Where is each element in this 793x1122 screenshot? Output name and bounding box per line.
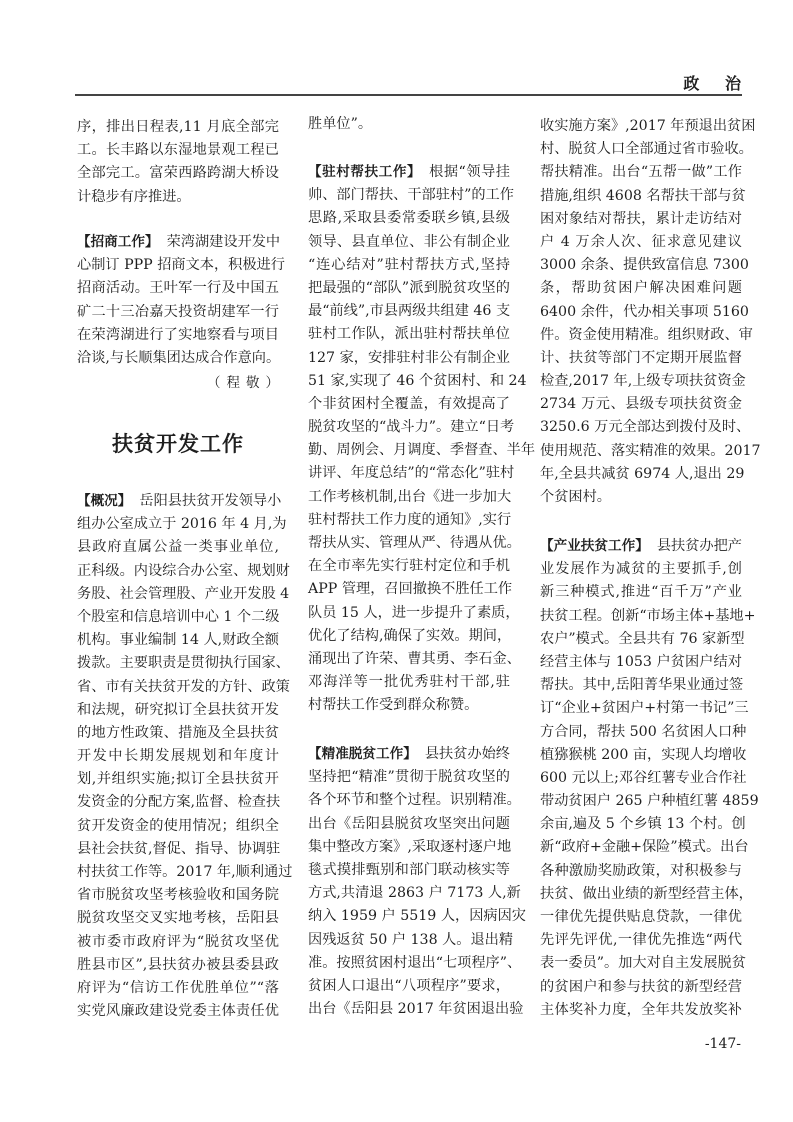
line-text: 和法规，研究拟订全县扶贫开发	[77, 701, 279, 718]
line-text: 先评先评优,一律优先推选“两代	[540, 932, 742, 949]
text-line	[308, 905, 526, 928]
paragraph	[77, 490, 293, 1023]
line-text: 实党风廉政建设党委主体责任优	[77, 1003, 279, 1020]
line-text: 脱贫攻坚的“战斗力”。建立“日考	[308, 419, 515, 436]
text-line	[77, 722, 279, 745]
text-line	[540, 416, 751, 439]
text-line	[308, 952, 522, 975]
line-text: 新“政府+金融+保险”模式。出台	[540, 839, 749, 856]
line-text: 主体奖补力度，全年共发放奖补	[540, 1001, 742, 1018]
text-line	[540, 929, 742, 952]
line-text: 余亩,遍及 5 个乡镇 13 个村。创	[540, 816, 746, 833]
line-text: 订“企业+贫困户+村第一书记”三	[540, 700, 749, 717]
line-text: 因残返贫 50 户 138 人。退出精	[308, 931, 514, 948]
text-line	[540, 208, 742, 231]
text-line	[540, 277, 742, 300]
line-text: 帅、部门帮扶、干部驻村”的工作	[308, 187, 514, 204]
line-text: 工。长丰路以东湿地景观工程已	[77, 142, 279, 159]
line-text: 3000 余条、提供致富信息 7300	[540, 257, 749, 274]
text-line	[308, 578, 513, 601]
text-line	[540, 161, 742, 184]
line-text: 涌现出了许荣、曹其勇、李石金、	[308, 650, 521, 667]
line-text: 坚持把“精准”贯彻于脱贫攻坚的	[308, 769, 510, 786]
line-text: 帮扶从实、管理从严、待遇从优。	[308, 535, 521, 551]
line-text: 洽谈,与长顺集团达成合作意向。	[77, 349, 281, 366]
text-line	[77, 560, 290, 583]
text-line	[77, 815, 279, 838]
text-line	[77, 139, 279, 162]
line-text: 划,并组织实施;拟订全县扶贫开	[77, 771, 279, 788]
line-text: 植猕猴桃 200 亩，实现人均增收	[540, 746, 747, 763]
line-text: 县政府直属公益一类事业单位,	[77, 539, 279, 556]
page-number: -147-	[704, 1036, 741, 1052]
line-text: 准。按照贫困村退出“七项程序”、	[308, 954, 522, 971]
line-text: 贫开发资金的使用情况；组织全	[77, 817, 279, 834]
text-line	[540, 999, 742, 1022]
line-text: 领导、县直单位、非公有制企业	[308, 233, 510, 250]
line-text: 纳入 1959 户 5519 人，因病因灾	[308, 908, 526, 925]
text-line	[77, 907, 279, 930]
text-line	[77, 745, 279, 768]
line-text: 业发展作为减贫的主要抓手,创	[540, 561, 742, 578]
text-line	[308, 766, 510, 789]
text-line	[308, 625, 510, 648]
text-line	[308, 532, 521, 555]
text-line	[540, 393, 742, 416]
line-text: 600 元以上;邓谷红薯专业合作社	[540, 769, 747, 786]
text-line	[77, 606, 279, 629]
text-line	[77, 931, 279, 954]
text-line	[540, 883, 753, 906]
line-text: 矿二十三冶嘉天投资胡建军一行	[77, 303, 279, 320]
text-line	[308, 113, 510, 136]
text-line	[77, 301, 279, 324]
line-text: 全部完工。富荣西路跨湖大桥设	[77, 165, 279, 182]
text-line	[308, 555, 510, 578]
line-text: 组办公室成立于 2016 年 4 月,为	[77, 516, 287, 533]
text-line	[77, 699, 279, 722]
line-text: 个贫困村。	[540, 489, 611, 505]
line-text: 集中整改方案》,采取逐村逐户地	[308, 838, 512, 855]
paragraph	[540, 535, 759, 1022]
paragraph	[77, 116, 279, 209]
text-line	[308, 323, 510, 346]
text-line	[77, 791, 279, 814]
text-line	[77, 676, 290, 699]
text-line	[308, 416, 515, 439]
line-text: 机构。事业编制 14 人,财政全额	[77, 632, 279, 649]
line-text: 帮扶精准。出台“五帮一做”工作	[540, 164, 742, 181]
text-line	[308, 882, 521, 905]
line-text: 根据“领导挂	[429, 164, 510, 180]
section-title: 扶贫开发工作	[112, 431, 244, 456]
text-line	[308, 743, 510, 766]
text-line	[540, 721, 747, 744]
text-line	[77, 324, 279, 347]
line-text: 胜单位”。	[308, 116, 373, 132]
line-text: 在荣湾湖进行了实地察看与项目	[77, 326, 279, 343]
line-text: 3250.6 万元全部达到拨付及时、	[540, 419, 751, 436]
paragraph	[77, 231, 285, 370]
line-text: 驻村工作队，派出驻村帮扶单位	[308, 326, 510, 343]
line-text: 个非贫困村全覆盖，有效提高了	[308, 395, 510, 412]
text-line	[308, 277, 510, 300]
line-text: 2734 万元、县级专项扶贫资金	[540, 396, 742, 413]
text-line	[308, 671, 510, 694]
line-text: 心制订 PPP 招商文本，积极进行	[77, 257, 285, 274]
text-line	[540, 744, 747, 767]
text-line	[308, 998, 524, 1021]
text-line	[540, 185, 746, 208]
text-line	[308, 370, 527, 393]
text-line	[77, 536, 279, 559]
text-line	[77, 490, 282, 513]
line-text: 计、扶贫等部门不定期开展监督	[540, 349, 742, 366]
line-text: APP 管理，召回撤换不胜任工作	[308, 581, 513, 598]
line-text: 荣湾湖建设开发中	[166, 234, 281, 250]
text-line	[540, 790, 759, 813]
text-line	[77, 861, 293, 884]
line-text: 收实施方案》,2017 年预退出贫困	[540, 118, 756, 134]
paragraph-heading: 【产业扶贫工作】	[540, 538, 649, 554]
line-text: 府评为“信访工作优胜单位”“落	[77, 979, 279, 996]
line-text: 脱贫攻坚交叉实地考核，岳阳县	[77, 910, 279, 927]
line-text: 表一委员”。加大对自主发展脱贫	[540, 955, 746, 972]
line-text: 户 4 万余人次、征求意见建议	[540, 233, 742, 250]
text-line	[308, 509, 510, 532]
line-text: 县扶贫办始终	[424, 746, 510, 762]
line-text: 讲评、年度总结”的“常态化”驻村	[308, 465, 515, 482]
text-line	[540, 347, 742, 370]
text-line	[77, 162, 279, 185]
line-text: 件。资金使用精准。组织财政、审	[540, 326, 753, 343]
text-line	[308, 184, 514, 207]
paragraph-heading: 【概况】	[77, 493, 132, 509]
text-line	[308, 347, 510, 370]
line-text: 出台《岳阳县脱贫攻坚突出问题	[308, 815, 510, 832]
line-text: 招商活动。王叶军一行及中国五	[77, 280, 279, 297]
line-text: 思路,采取县委常委联乡镇,县级	[308, 210, 510, 227]
text-line	[540, 976, 742, 999]
line-text: 毯式摸排甄别和部门联动核实等	[308, 861, 510, 878]
line-text: 县社会扶贫,督促、指导、协调驻	[77, 840, 281, 857]
line-text: 检查,2017 年,上级专项扶贫资金	[540, 373, 746, 390]
line-text: 51 家,实现了 46 个贫困村、和 24	[308, 372, 527, 389]
paragraph-heading: 【驻村帮扶工作】	[308, 164, 422, 180]
text-line	[77, 254, 285, 277]
line-text: 在全市率先实行驻村定位和手机	[308, 558, 510, 575]
line-text: 正科级。内设综合办公室、规划财	[77, 562, 290, 579]
text-line	[77, 838, 279, 861]
text-line	[540, 254, 749, 277]
text-line	[308, 207, 510, 230]
line-text: 发资金的分配方案,监督、检查扶	[77, 794, 281, 811]
line-text: “连心结对”驻村帮扶方式,坚持	[308, 256, 510, 273]
text-line	[77, 977, 279, 1000]
line-text: 序，排出日程表,11 月底全部完	[77, 119, 279, 135]
line-text: 农户”模式。全县共有 76 家新型	[540, 630, 745, 647]
text-line	[540, 767, 747, 790]
text-line	[308, 462, 515, 485]
line-text: 开发中长期发展规划和年度计	[77, 748, 279, 765]
text-line	[308, 859, 510, 882]
line-text: 方式,共清退 2863 户 7173 人,新	[308, 885, 521, 902]
text-line	[308, 439, 536, 462]
line-text: 县扶贫办把产	[656, 538, 742, 554]
line-text: 127 家，安排驻村非公有制企业	[308, 349, 510, 366]
paragraph-heading: 【精准脱贫工作】	[308, 746, 417, 762]
line-text: 把最强的“部队”派到脱贫攻坚的	[308, 279, 510, 296]
text-line	[77, 629, 279, 652]
text-line	[77, 768, 279, 791]
text-line	[540, 463, 745, 486]
text-line	[77, 652, 290, 675]
line-text: 工作考核机制,出台《进一步加大	[308, 488, 512, 505]
line-text: 困对象结对帮扶，累计走访结对	[540, 210, 742, 227]
text-line	[77, 116, 279, 139]
text-line	[77, 884, 279, 907]
line-text: 年,全县共减贫 6974 人,退出 29	[540, 465, 745, 482]
text-line	[540, 651, 742, 674]
text-line	[308, 813, 510, 836]
line-text: 出台《岳阳县 2017 年贫困退出验	[308, 1001, 524, 1018]
text-line	[77, 347, 279, 370]
text-line	[540, 535, 742, 558]
text-line	[77, 954, 279, 977]
header-rule	[75, 94, 742, 96]
line-text: 务股、社会管理股、产业开发股 4	[77, 585, 290, 602]
text-line	[540, 952, 746, 975]
text-line	[77, 277, 279, 300]
line-text: 新三种模式,推进“百千万”产业	[540, 584, 742, 601]
line-text: 个股室和信息培训中心 1 个二级	[77, 608, 280, 625]
paragraph	[308, 113, 510, 136]
text-line	[308, 161, 510, 184]
line-text: 村、脱贫人口全部通过省市验收。	[540, 141, 753, 158]
paragraph-heading: 【招商工作】	[77, 234, 159, 250]
text-line	[77, 186, 279, 209]
line-text: 6400 余件，代办相关事项 5160	[540, 303, 749, 320]
paragraph	[308, 161, 536, 718]
line-text: 一律优先提供贴息贷款，一律优	[540, 909, 742, 925]
line-text: 方合同，帮扶 500 名贫困人口种	[540, 723, 747, 740]
text-line	[308, 975, 510, 998]
line-text: 扶贫、做出业绩的新型经营主体，	[540, 885, 753, 902]
author-credit: （程敬）	[207, 375, 285, 391]
text-line	[540, 860, 742, 883]
text-line	[77, 1000, 279, 1023]
text-line	[308, 929, 514, 952]
line-text: 扶贫工程。创新“市场主体+基地+	[540, 607, 756, 624]
text-line	[308, 602, 520, 625]
text-line	[540, 440, 761, 463]
text-line	[77, 231, 279, 254]
text-line	[540, 813, 746, 836]
line-text: 优化了结构,确保了实效。期间，	[308, 627, 512, 644]
text-line	[540, 370, 746, 393]
line-text: 经营主体与 1053 户贫困户结对	[540, 653, 742, 670]
text-line	[540, 628, 745, 651]
text-line	[308, 300, 510, 323]
text-line	[540, 486, 742, 509]
line-text: 省市脱贫攻坚考核验收和国务院	[77, 887, 279, 904]
line-text: 省、市有关扶贫开发的方针、政策	[77, 678, 290, 695]
text-line	[308, 231, 510, 254]
text-line	[540, 836, 749, 859]
text-line	[540, 138, 753, 161]
line-text: 帮扶。其中,岳阳菁华果业通过签	[540, 677, 744, 694]
line-text: 队员 15 人，进一步提升了素质，	[308, 604, 520, 621]
text-line	[308, 836, 510, 859]
text-line	[77, 513, 287, 536]
line-text: 措施,组织 4608 名帮扶干部与贫	[540, 187, 746, 204]
paragraph	[308, 743, 526, 1021]
text-line	[540, 115, 756, 138]
text-line	[540, 605, 756, 628]
line-text: 被市委市政府评为“脱贫攻坚优	[77, 933, 279, 950]
paragraph	[540, 115, 761, 509]
text-line	[308, 254, 510, 277]
line-text: 贫困人口退出“八项程序”要求，	[308, 977, 510, 994]
line-text: 的贫困户和参与扶贫的新型经营	[540, 978, 742, 995]
line-text: 驻村帮扶工作力度的通知》,实行	[308, 511, 512, 528]
text-line	[308, 694, 510, 717]
text-line	[540, 301, 749, 324]
line-text: 最“前线”,市县两级共组建 46 支	[308, 303, 511, 320]
line-text: 的地方性政策、措施及全县扶贫	[77, 724, 279, 741]
text-line	[540, 231, 742, 254]
line-text: 岳阳县扶贫开发领导小	[139, 493, 282, 509]
text-line	[77, 583, 290, 606]
line-text: 各个环节和整个过程。识别精准。	[308, 792, 521, 809]
text-line	[540, 906, 742, 929]
text-line	[540, 324, 753, 347]
line-text: 村扶贫工作等。2017 年,顺利通过	[77, 864, 293, 880]
text-line	[540, 581, 742, 604]
line-text: 带动贫困户 265 户种植红薯 4859	[540, 793, 759, 810]
line-text: 拨款。主要职责是贯彻执行国家、	[77, 655, 290, 672]
line-text: 各种激励奖励政策，对积极参与	[540, 862, 742, 879]
line-text: 邓海洋等一批优秀驻村干部,驻	[308, 674, 510, 691]
text-line	[540, 558, 742, 581]
line-text: 勤、周例会、月调度、季督查、半年	[308, 442, 536, 459]
line-text: 村帮扶工作受到群众称赞。	[308, 697, 479, 714]
line-text: 计稳步有序推进。	[77, 188, 191, 205]
line-text: 胜县市区”,县扶贫办被县委县政	[77, 956, 279, 973]
line-text: 条，帮助贫困户解决困难问题	[540, 280, 742, 297]
running-header-title: 政 治	[683, 74, 751, 93]
text-line	[540, 674, 742, 697]
text-line	[308, 393, 510, 416]
text-line	[308, 648, 521, 671]
text-line	[540, 697, 749, 720]
line-text: 使用规范、落实精准的效果。2017	[540, 442, 761, 459]
text-line	[308, 486, 510, 509]
text-line	[308, 789, 521, 812]
